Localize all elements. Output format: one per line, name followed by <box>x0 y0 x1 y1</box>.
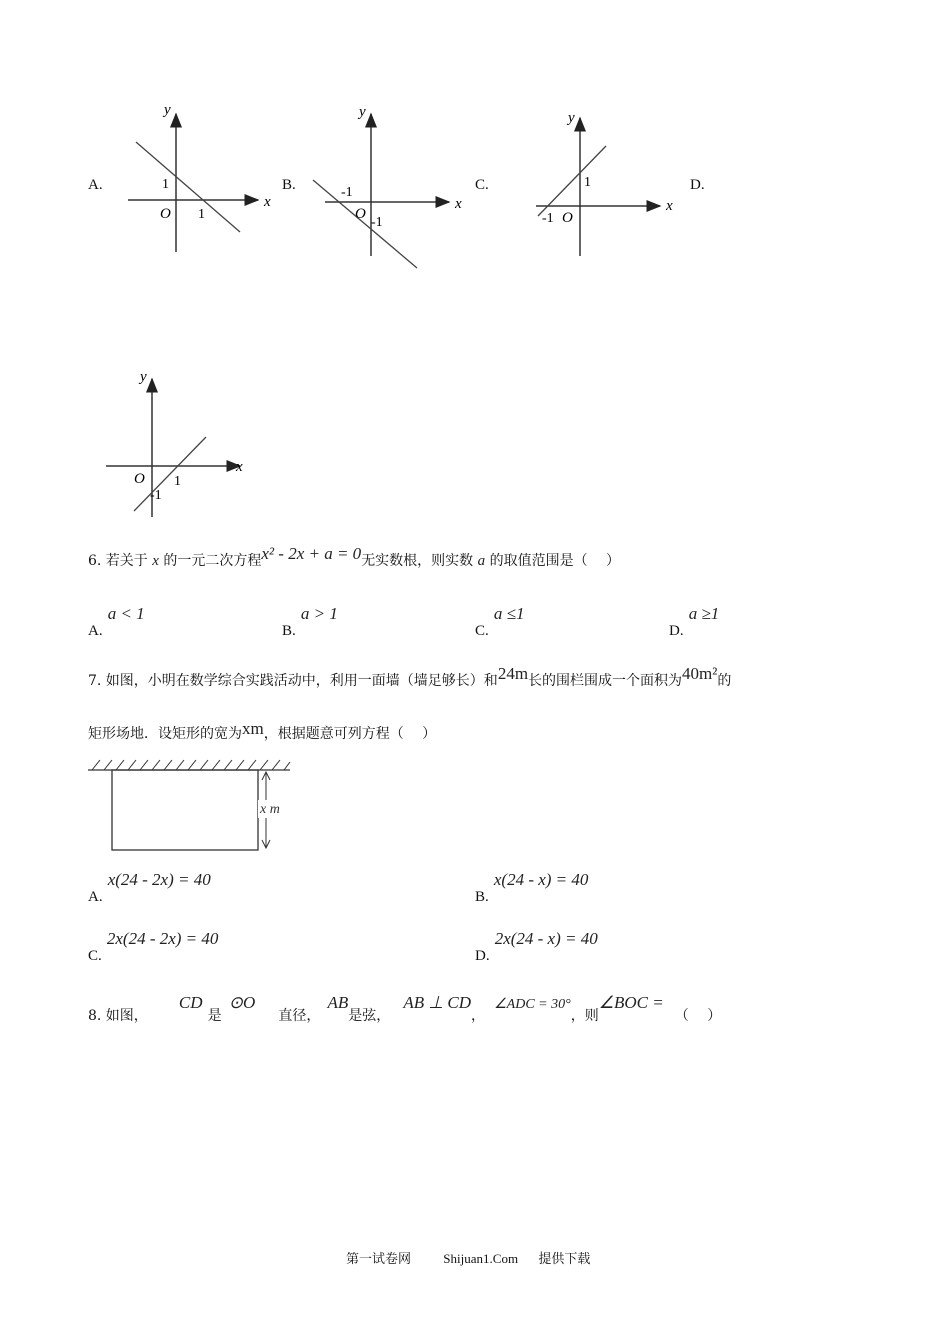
tick-label: 1 <box>162 177 169 192</box>
footer-site-en[interactable]: Shijuan1.Com <box>443 1251 519 1266</box>
origin-label: O <box>134 471 145 487</box>
y-axis-label: y <box>140 369 147 385</box>
question-8-stem: 8. 如图， CD 是 ⊙O 直径， AB是弦， AB ⊥ CD， ∠ADC = 30°，则∠BOC = （ ） <box>88 993 722 1024</box>
equation: x² - 2x + a = 0 <box>261 544 362 563</box>
x-axis-label: x <box>264 194 271 210</box>
x-axis-label: x <box>666 198 673 214</box>
x-axis-label: x <box>236 459 243 475</box>
origin-label: O <box>355 206 366 222</box>
q7-option-d: D. 2x(24 - x) = 40 <box>475 929 598 964</box>
graph-c <box>530 104 680 259</box>
rectangle-field-figure <box>88 756 298 856</box>
question-7-line-2: 矩形场地．设矩形的宽为xm，根据题意可列方程（ ） <box>88 719 437 742</box>
q6-option-a: A. a < 1 <box>88 604 145 639</box>
graph-b <box>305 98 475 273</box>
y-axis-label: y <box>164 102 171 118</box>
x-axis-label: x <box>455 196 462 212</box>
graph-a <box>120 98 280 258</box>
tick-label: -1 <box>371 215 383 230</box>
option-c-label: C. <box>475 177 489 193</box>
tick-label: 1 <box>198 207 205 222</box>
option-a-label: A. <box>88 177 103 193</box>
q6-option-c: C. a ≤1 <box>475 604 525 639</box>
q7-option-b: B. x(24 - x) = 40 <box>475 870 589 905</box>
graph-line <box>136 142 240 232</box>
tick-label: 1 <box>584 175 591 190</box>
question-7-line-1: 7. 如图，小明在数学综合实践活动中，利用一面墙（墙足够长）和24m长的围栏围成一个面积为40m²的 <box>88 664 732 689</box>
q7-option-a: A. x(24 - 2x) = 40 <box>88 870 211 905</box>
y-axis-label: y <box>359 104 366 120</box>
field-rect <box>112 770 258 850</box>
q7-option-c: C. 2x(24 - 2x) = 40 <box>88 929 219 964</box>
y-axis-label: y <box>568 110 575 126</box>
footer-site-cn: 第一试卷网 <box>346 1252 412 1267</box>
tick-label: -1 <box>542 211 554 226</box>
tick-label: -1 <box>150 488 162 503</box>
wall-hatching <box>92 760 290 770</box>
footer <box>346 1248 590 1267</box>
q6-option-b: B. a > 1 <box>282 604 338 639</box>
tick-label: -1 <box>341 185 353 200</box>
graph-d <box>100 365 260 525</box>
q6-option-d: D. a ≥1 <box>669 604 720 639</box>
option-d-label: D. <box>690 177 705 193</box>
footer-download: 提供下载 <box>538 1252 591 1267</box>
width-label: x m <box>260 802 280 817</box>
tick-label: 1 <box>174 474 181 489</box>
graph-line <box>313 180 417 268</box>
origin-label: O <box>562 210 573 226</box>
question-6-stem: 6. 若关于 x 的一元二次方程x² - 2x + a = 0无实数根，则实数 a 的取值范围是（ ） <box>88 544 621 569</box>
origin-label: O <box>160 206 171 222</box>
option-b-label: B. <box>282 177 296 193</box>
